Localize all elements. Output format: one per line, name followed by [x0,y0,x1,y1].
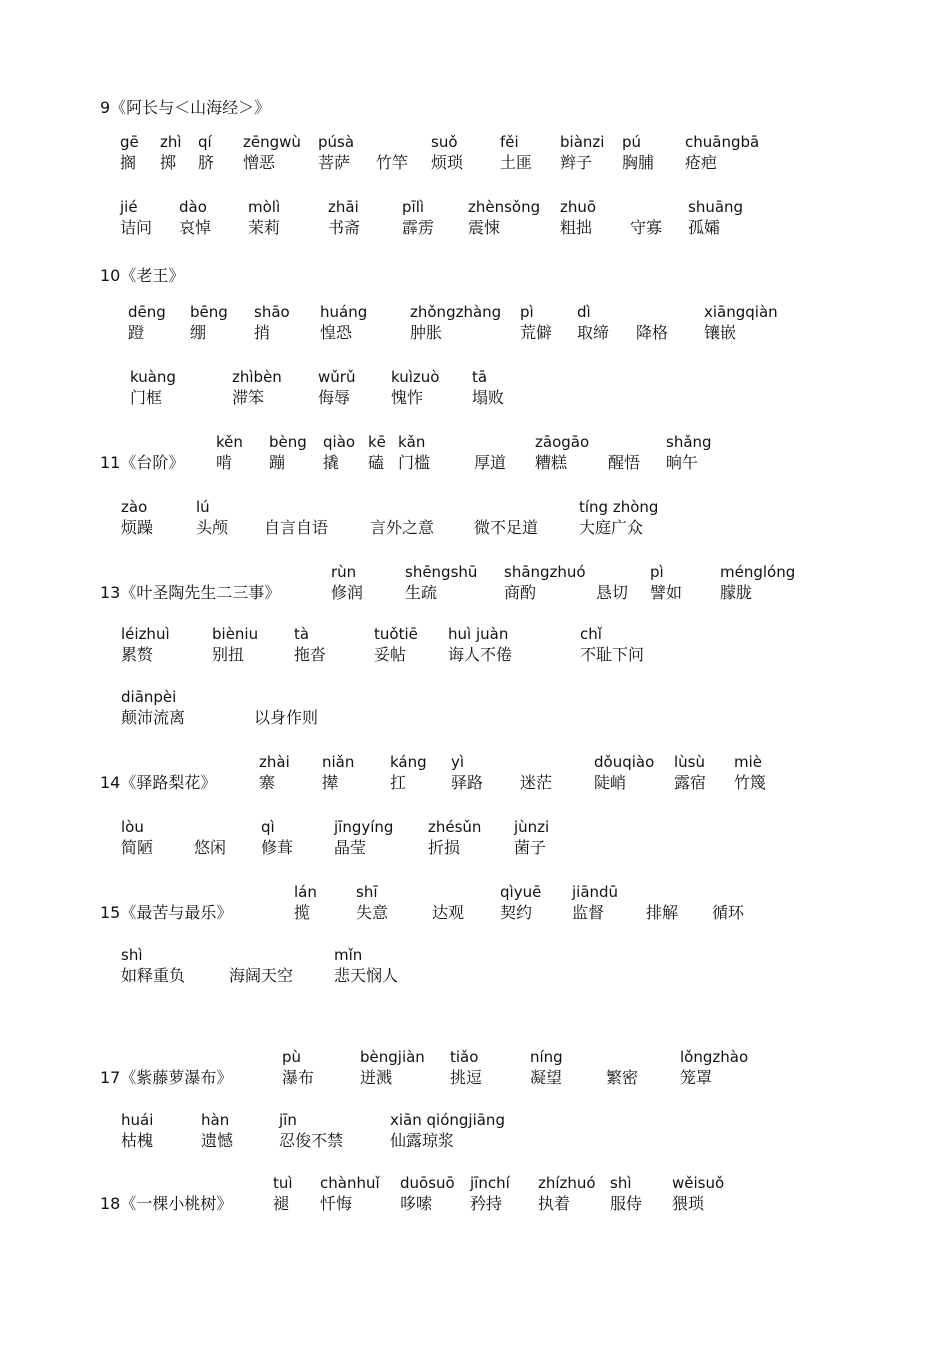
pinyin-annotation: xiāngqiàn [704,303,778,321]
vocab-word: 监督 [572,903,605,922]
vocab-word: 颠沛流离 [121,708,186,727]
vocab-word: 诘问 [120,218,153,237]
vocab-word: 忏悔 [320,1194,353,1213]
vocab-word: 凝望 [530,1068,563,1087]
vocab-word: 菌子 [514,838,547,857]
vocab-word: 书斋 [328,218,361,237]
vocab-word: 守寡 [630,218,663,237]
vocab-word: 烦躁 [121,518,154,537]
pinyin-annotation: bēng [190,303,228,321]
pinyin-annotation: diānpèi [121,688,177,706]
pinyin-annotation: lǒngzhào [680,1048,749,1066]
pinyin-annotation: zhésǔn [428,818,482,836]
vocab-word: 挑逗 [450,1068,483,1087]
pinyin-annotation: ménglóng [720,563,796,581]
vocab-word: 执着 [538,1194,571,1213]
vocab-word: 惶恐 [320,323,353,342]
vocab-word: 晶莹 [334,838,367,857]
pinyin-annotation: mòlì [248,198,281,216]
vocab-word: 忍俊不禁 [279,1131,344,1150]
vocab-word: 烦琐 [431,153,464,172]
pinyin-annotation: pú [622,133,642,151]
pinyin-annotation: huáng [320,303,368,321]
pinyin-annotation: tuì [273,1174,293,1192]
pinyin-annotation: chànhuǐ [320,1174,380,1192]
vocab-word: 海阔天空 [229,966,294,985]
vocab-word: 自言自语 [264,518,329,537]
vocab-word: 憎恶 [243,153,276,172]
pinyin-annotation: qí [198,133,212,151]
pinyin-annotation: shāo [254,303,290,321]
vocab-word: 驿路 [451,773,484,792]
pinyin-annotation: jiāndū [572,883,619,901]
vocab-word: 头颅 [196,518,229,537]
vocab-word: 修润 [331,583,364,602]
section-title: 15《最苦与最乐》 [100,903,233,922]
vocab-word: 取缔 [577,323,610,342]
vocab-word: 厚道 [474,453,507,472]
pinyin-annotation: biànzi [560,133,605,151]
vocab-word: 糟糕 [535,453,568,472]
pinyin-annotation: zhízhuó [538,1174,596,1192]
vocab-word: 磕 [368,453,385,472]
pinyin-annotation: hàn [201,1111,230,1129]
vocab-word: 霹雳 [402,218,435,237]
section-title: 13《叶圣陶先生二三事》 [100,583,281,602]
pinyin-annotation: kē [368,433,386,451]
vocab-word: 失意 [356,903,389,922]
pinyin-annotation: lú [196,498,210,516]
pinyin-annotation: káng [390,753,427,771]
vocab-word: 掷 [160,153,177,172]
vocab-word: 侮辱 [318,388,351,407]
pinyin-annotation: dǒuqiào [594,753,655,771]
vocab-word: 愧怍 [391,388,424,407]
vocab-word: 仙露琼浆 [390,1131,455,1150]
vocab-word: 露宿 [674,773,707,792]
pinyin-annotation: bèng [269,433,307,451]
pinyin-annotation: shǎng [666,433,712,451]
pinyin-annotation: léizhuì [121,625,170,643]
vocab-word: 笼罩 [680,1068,713,1087]
pinyin-annotation: miè [734,753,763,771]
vocab-word: 枯槐 [121,1131,154,1150]
vocab-word: 蹦 [269,453,286,472]
pinyin-annotation: púsà [318,133,355,151]
vocab-word: 哀悼 [179,218,212,237]
vocab-word: 哆嗦 [400,1194,433,1213]
pinyin-annotation: shāngzhuó [504,563,586,581]
pinyin-annotation: qiào [323,433,356,451]
vocab-word: 降格 [636,323,669,342]
pinyin-annotation: tíng zhòng [579,498,659,516]
pinyin-annotation: qìyuē [500,883,542,901]
vocab-word: 猥琐 [672,1194,705,1213]
vocab-word: 生疏 [405,583,438,602]
section-title: 18《一棵小桃树》 [100,1194,233,1213]
pinyin-annotation: kěn [216,433,243,451]
pinyin-annotation: mǐn [334,946,363,964]
pinyin-annotation: zhènsǒng [468,198,541,216]
pinyin-annotation: shuāng [688,198,744,216]
pinyin-annotation: huì juàn [448,625,509,643]
pinyin-annotation: zēngwù [243,133,301,151]
pinyin-annotation: kuàng [130,368,176,386]
section-title: 14《驿路梨花》 [100,773,217,792]
vocab-word: 撵 [322,773,339,792]
vocab-word: 大庭广众 [579,518,644,537]
vocab-word: 蹬 [128,323,145,342]
pinyin-annotation: zhuō [560,198,597,216]
vocab-word: 门框 [130,388,163,407]
vocab-word: 简陋 [121,838,154,857]
pinyin-annotation: pīlì [402,198,425,216]
pinyin-annotation: zào [121,498,148,516]
pinyin-annotation: níng [530,1048,563,1066]
vocab-word: 以身作则 [254,708,319,727]
section-title: 11《台阶》 [100,453,185,472]
vocab-word: 繁密 [606,1068,639,1087]
pinyin-annotation: pì [650,563,664,581]
pinyin-annotation: dì [577,303,591,321]
pinyin-annotation: tiǎo [450,1048,479,1066]
vocab-word: 茉莉 [248,218,281,237]
pinyin-annotation: qì [261,818,275,836]
pinyin-annotation: lòu [121,818,144,836]
pinyin-annotation: shì [610,1174,632,1192]
vocab-word: 辫子 [560,153,593,172]
pinyin-annotation: kuìzuò [391,368,440,386]
vocab-word: 朦胧 [720,583,753,602]
vocab-word: 譬如 [650,583,683,602]
vocab-word: 啃 [216,453,233,472]
vocab-word: 修葺 [261,838,294,857]
pinyin-annotation: niǎn [322,753,355,771]
vocab-word: 迷茫 [520,773,553,792]
pinyin-annotation: xiān qióngjiāng [390,1111,505,1129]
pinyin-annotation: wěisuǒ [672,1174,725,1192]
vocab-word: 别扭 [212,645,245,664]
pinyin-annotation: yì [451,753,465,771]
pinyin-annotation: zhì [160,133,182,151]
vocab-word: 陡峭 [594,773,627,792]
vocab-word: 寨 [259,773,276,792]
pinyin-annotation: tā [472,368,488,386]
pinyin-annotation: pì [520,303,534,321]
vocab-word: 荒僻 [520,323,553,342]
vocab-word: 塌败 [472,388,505,407]
pinyin-annotation: fěi [500,133,519,151]
vocab-word: 恳切 [596,583,629,602]
vocab-word: 拖沓 [294,645,327,664]
pinyin-annotation: kǎn [398,433,426,451]
vocab-word: 镶嵌 [704,323,737,342]
vocab-word: 褪 [273,1194,290,1213]
vocab-word: 遗憾 [201,1131,234,1150]
pinyin-annotation: shī [356,883,378,901]
vocab-word: 揽 [294,903,311,922]
vocab-word: 搁 [120,153,137,172]
pinyin-annotation: jié [120,198,138,216]
vocab-word: 胸脯 [622,153,655,172]
vocab-word: 撬 [323,453,340,472]
vocab-word: 服侍 [610,1194,643,1213]
vocab-word: 悲天悯人 [334,966,399,985]
pinyin-annotation: gē [120,133,139,151]
vocab-word: 不耻下问 [580,645,645,664]
vocab-word: 达观 [432,903,465,922]
pinyin-annotation: jīn [279,1111,297,1129]
pinyin-annotation: bièniu [212,625,259,643]
vocab-word: 捎 [254,323,271,342]
vocab-word: 瀑布 [282,1068,315,1087]
pinyin-annotation: lùsù [674,753,705,771]
vocab-word: 微不足道 [474,518,539,537]
pinyin-annotation: jīnchí [470,1174,510,1192]
pinyin-annotation: duōsuō [400,1174,455,1192]
pinyin-annotation: pù [282,1048,302,1066]
vocab-word: 滞笨 [232,388,265,407]
vocab-word: 脐 [198,153,215,172]
pinyin-annotation: jùnzi [514,818,550,836]
vocab-word: 折损 [428,838,461,857]
pinyin-annotation: rùn [331,563,357,581]
pinyin-annotation: huái [121,1111,154,1129]
pinyin-annotation: zhǒngzhàng [410,303,502,321]
vocab-word: 绷 [190,323,207,342]
vocab-word: 诲人不倦 [448,645,513,664]
vocab-word: 妥帖 [374,645,407,664]
vocab-word: 迸溅 [360,1068,393,1087]
pinyin-annotation: lán [294,883,317,901]
vocab-word: 商酌 [504,583,537,602]
vocab-word: 孤孀 [688,218,721,237]
vocab-word: 循环 [712,903,745,922]
vocab-word: 排解 [646,903,679,922]
vocab-word: 悠闲 [194,838,227,857]
pinyin-annotation: shēngshū [405,563,478,581]
vocab-word: 竹竿 [376,153,409,172]
section-title: 9《阿长与＜山海经＞》 [100,98,271,117]
pinyin-annotation: zāogāo [535,433,590,451]
vocab-word: 如释重负 [121,966,186,985]
pinyin-annotation: suǒ [431,133,458,151]
pinyin-annotation: wǔrǔ [318,368,356,386]
vocab-word: 晌午 [666,453,699,472]
pinyin-annotation: zhìbèn [232,368,282,386]
vocab-word: 肿胀 [410,323,443,342]
vocab-word: 矜持 [470,1194,503,1213]
vocab-word: 土匪 [500,153,533,172]
pinyin-annotation: tuǒtiē [374,625,418,643]
vocab-word: 扛 [390,773,407,792]
pinyin-annotation: dào [179,198,207,216]
section-title: 17《紫藤萝瀑布》 [100,1068,233,1087]
vocab-word: 疮疤 [685,153,718,172]
pinyin-annotation: chǐ [580,625,602,643]
vocab-word: 震悚 [468,218,501,237]
pinyin-annotation: zhài [259,753,290,771]
pinyin-annotation: chuāngbā [685,133,760,151]
pinyin-annotation: jīngyíng [334,818,394,836]
vocab-word: 言外之意 [370,518,435,537]
vocab-word: 契约 [500,903,533,922]
pinyin-annotation: dēng [128,303,166,321]
vocab-word: 菩萨 [318,153,351,172]
pinyin-annotation: bèngjiàn [360,1048,425,1066]
pinyin-annotation: shì [121,946,143,964]
vocab-word: 累赘 [121,645,154,664]
pinyin-annotation: zhāi [328,198,359,216]
pinyin-annotation: tà [294,625,310,643]
vocab-word: 粗拙 [560,218,593,237]
section-title: 10《老王》 [100,266,185,285]
vocab-word: 醒悟 [608,453,641,472]
vocab-word: 门槛 [398,453,431,472]
vocab-word: 竹篾 [734,773,767,792]
